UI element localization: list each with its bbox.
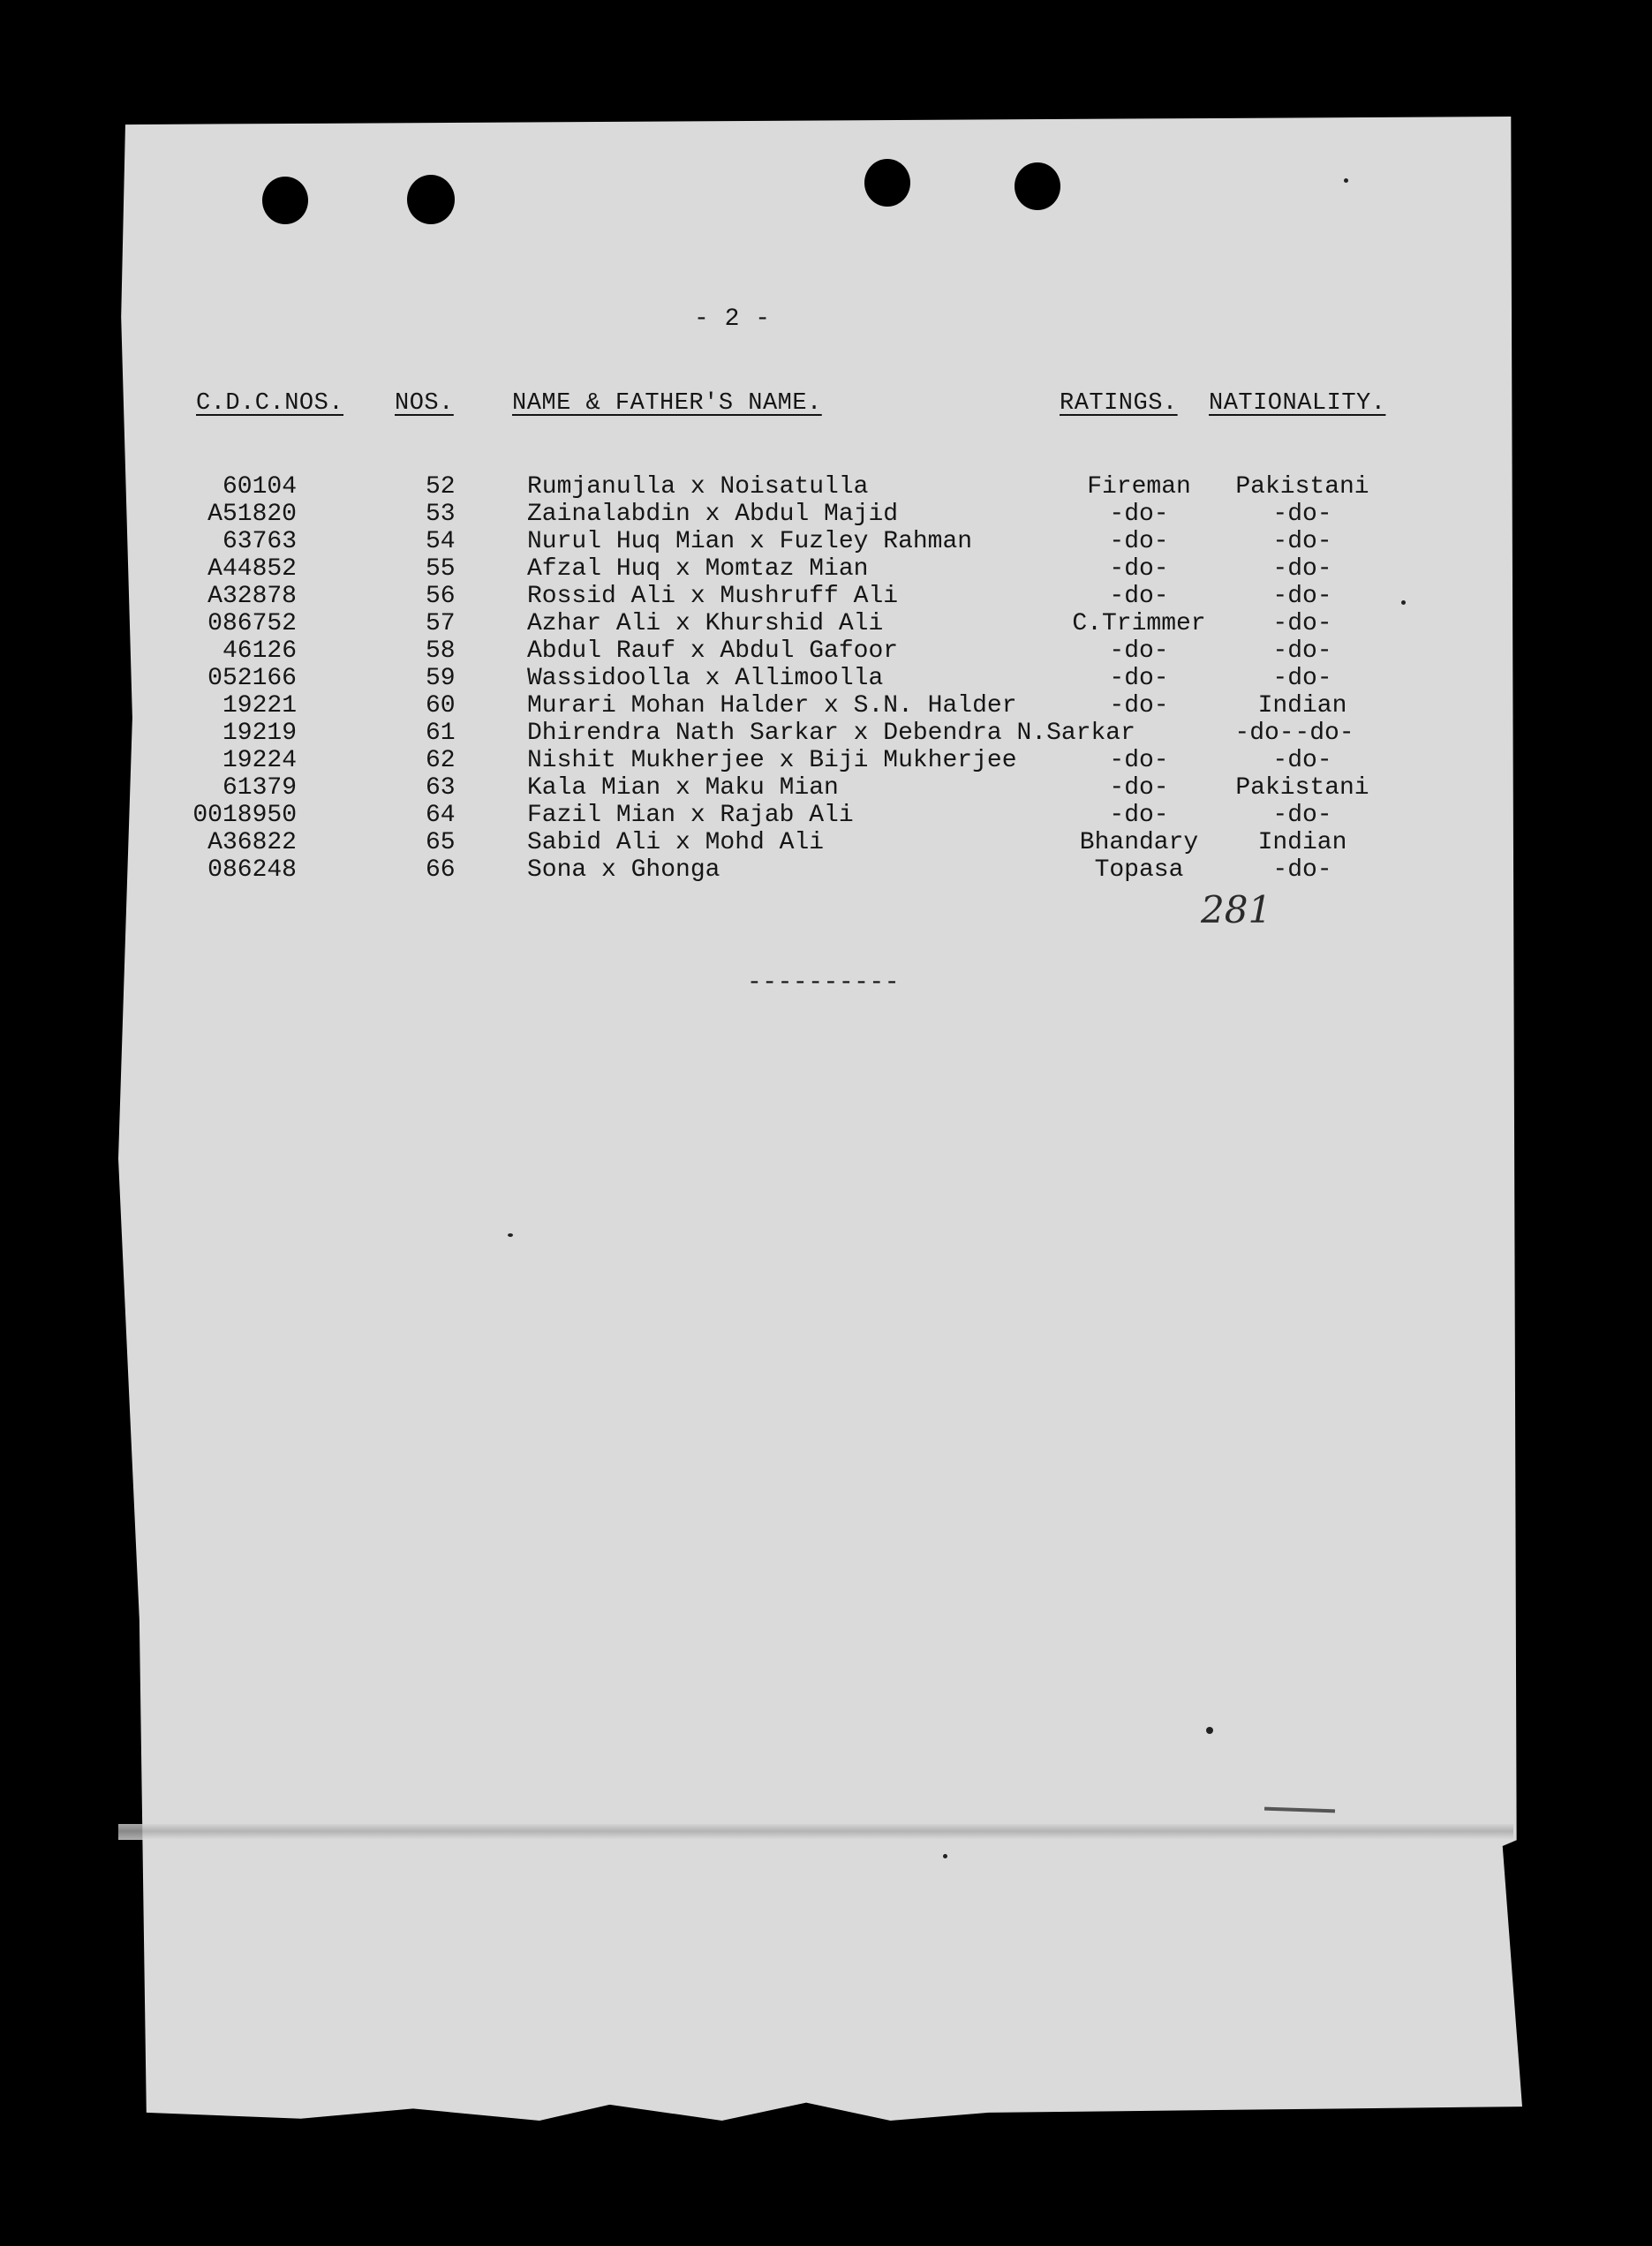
crew-name: Azhar Ali x Khurshid Ali (527, 610, 884, 637)
crew-name: Rumjanulla x Noisatulla (527, 473, 869, 501)
cdc-number: 46126 (222, 637, 297, 665)
nationality: -do- (1272, 583, 1332, 610)
table-row (0, 856, 1652, 884)
cdc-number: 0018950 (192, 802, 297, 829)
rating: -do- (1109, 528, 1169, 555)
serial-number: 55 (426, 555, 456, 583)
crew-name: Murari Mohan Halder x S.N. Halder (527, 692, 1017, 720)
cdc-number: A36822 (207, 829, 297, 856)
table-row (0, 692, 1652, 720)
rating: -do- (1109, 555, 1169, 583)
nationality: -do- (1272, 856, 1332, 884)
crew-name: Sabid Ali x Mohd Ali (527, 829, 825, 856)
ink-speck (508, 1233, 513, 1237)
table-row (0, 665, 1652, 692)
rating: -do- (1109, 583, 1169, 610)
rating: -do- (1109, 802, 1169, 829)
crew-name: Nishit Mukherjee x Biji Mukherjee (527, 747, 1017, 774)
serial-number: 66 (426, 856, 456, 884)
table-row (0, 637, 1652, 665)
table-row (0, 774, 1652, 802)
crew-name: Dhirendra Nath Sarkar x Debendra N.Sarkar (527, 720, 1135, 747)
table-row (0, 747, 1652, 774)
cdc-number: 61379 (222, 774, 297, 802)
cdc-number: 19224 (222, 747, 297, 774)
cdc-number: 052166 (207, 665, 297, 692)
nationality: Pakistani (1235, 473, 1369, 501)
serial-number: 58 (426, 637, 456, 665)
table-row (0, 583, 1652, 610)
serial-number: 53 (426, 501, 456, 528)
table-row (0, 610, 1652, 637)
ink-speck (1401, 600, 1406, 605)
rating: -do- (1109, 692, 1169, 720)
cdc-number: 086752 (207, 610, 297, 637)
cdc-number: A51820 (207, 501, 297, 528)
nationality: Indian (1257, 829, 1347, 856)
table-row (0, 555, 1652, 583)
serial-number: 54 (426, 528, 456, 555)
nationality: -do- (1294, 720, 1354, 747)
cdc-number: 19221 (222, 692, 297, 720)
document-page (118, 117, 1522, 2121)
cdc-number: A44852 (207, 555, 297, 583)
crew-name: Afzal Huq x Momtaz Mian (527, 555, 869, 583)
serial-number: 64 (426, 802, 456, 829)
rating: -do- (1109, 501, 1169, 528)
cdc-number: 086248 (207, 856, 297, 884)
table-row (0, 720, 1652, 747)
rating: Topasa (1094, 856, 1184, 884)
serial-number: 60 (426, 692, 456, 720)
header-ratings: RATINGS. (1060, 390, 1178, 417)
paper-fold (118, 1824, 1513, 1840)
crew-name: Nurul Huq Mian x Fuzley Rahman (527, 528, 973, 555)
crew-list (0, 473, 1652, 884)
serial-number: 65 (426, 829, 456, 856)
nationality: -do- (1272, 665, 1332, 692)
punch-hole (1015, 162, 1060, 210)
punch-hole (864, 159, 910, 207)
rating: -do- (1109, 637, 1169, 665)
handwritten-number: 281 (1201, 888, 1272, 931)
rating: Bhandary (1079, 829, 1199, 856)
header-name: NAME & FATHER'S NAME. (512, 390, 822, 417)
header-cdc-nos: C.D.C.NOS. (196, 390, 344, 417)
rating: -do- (1109, 747, 1169, 774)
table-row (0, 802, 1652, 829)
crew-name: Rossid Ali x Mushruff Ali (527, 583, 899, 610)
table-row (0, 473, 1652, 501)
header-nos: NOS. (395, 390, 454, 417)
nationality: Pakistani (1235, 774, 1369, 802)
serial-number: 52 (426, 473, 456, 501)
crew-name: Abdul Rauf x Abdul Gafoor (527, 637, 899, 665)
nationality: -do- (1272, 555, 1332, 583)
crew-name: Sona x Ghonga (527, 856, 720, 884)
crew-name: Wassidoolla x Allimoolla (527, 665, 884, 692)
serial-number: 63 (426, 774, 456, 802)
cdc-number: 60104 (222, 473, 297, 501)
page-number: - 2 - (694, 305, 771, 333)
nationality: -do- (1272, 747, 1332, 774)
header-nationality: NATIONALITY. (1209, 390, 1386, 417)
cdc-number: 63763 (222, 528, 297, 555)
serial-number: 59 (426, 665, 456, 692)
ink-speck (1344, 178, 1348, 183)
punch-hole (407, 175, 455, 224)
serial-number: 57 (426, 610, 456, 637)
rating: -do- (1234, 720, 1294, 747)
crew-name: Kala Mian x Maku Mian (527, 774, 839, 802)
cdc-number: A32878 (207, 583, 297, 610)
rating: C.Trimmer (1072, 610, 1206, 637)
serial-number: 56 (426, 583, 456, 610)
punch-hole (262, 177, 308, 224)
nationality: -do- (1272, 528, 1332, 555)
nationality: -do- (1272, 802, 1332, 829)
serial-number: 62 (426, 747, 456, 774)
rating: Fireman (1087, 473, 1191, 501)
crew-name: Zainalabdin x Abdul Majid (527, 501, 899, 528)
serial-number: 61 (426, 720, 456, 747)
rating: -do- (1109, 665, 1169, 692)
cdc-number: 19219 (222, 720, 297, 747)
table-row (0, 829, 1652, 856)
nationality: -do- (1272, 637, 1332, 665)
nationality: -do- (1272, 610, 1332, 637)
ink-speck (943, 1854, 947, 1858)
table-row (0, 528, 1652, 555)
crew-name: Fazil Mian x Rajab Ali (527, 802, 854, 829)
table-row (0, 501, 1652, 528)
nationality: Indian (1257, 692, 1347, 720)
rating: -do- (1109, 774, 1169, 802)
ink-speck (1206, 1727, 1213, 1734)
nationality: -do- (1272, 501, 1332, 528)
end-line: ---------- (747, 969, 901, 997)
